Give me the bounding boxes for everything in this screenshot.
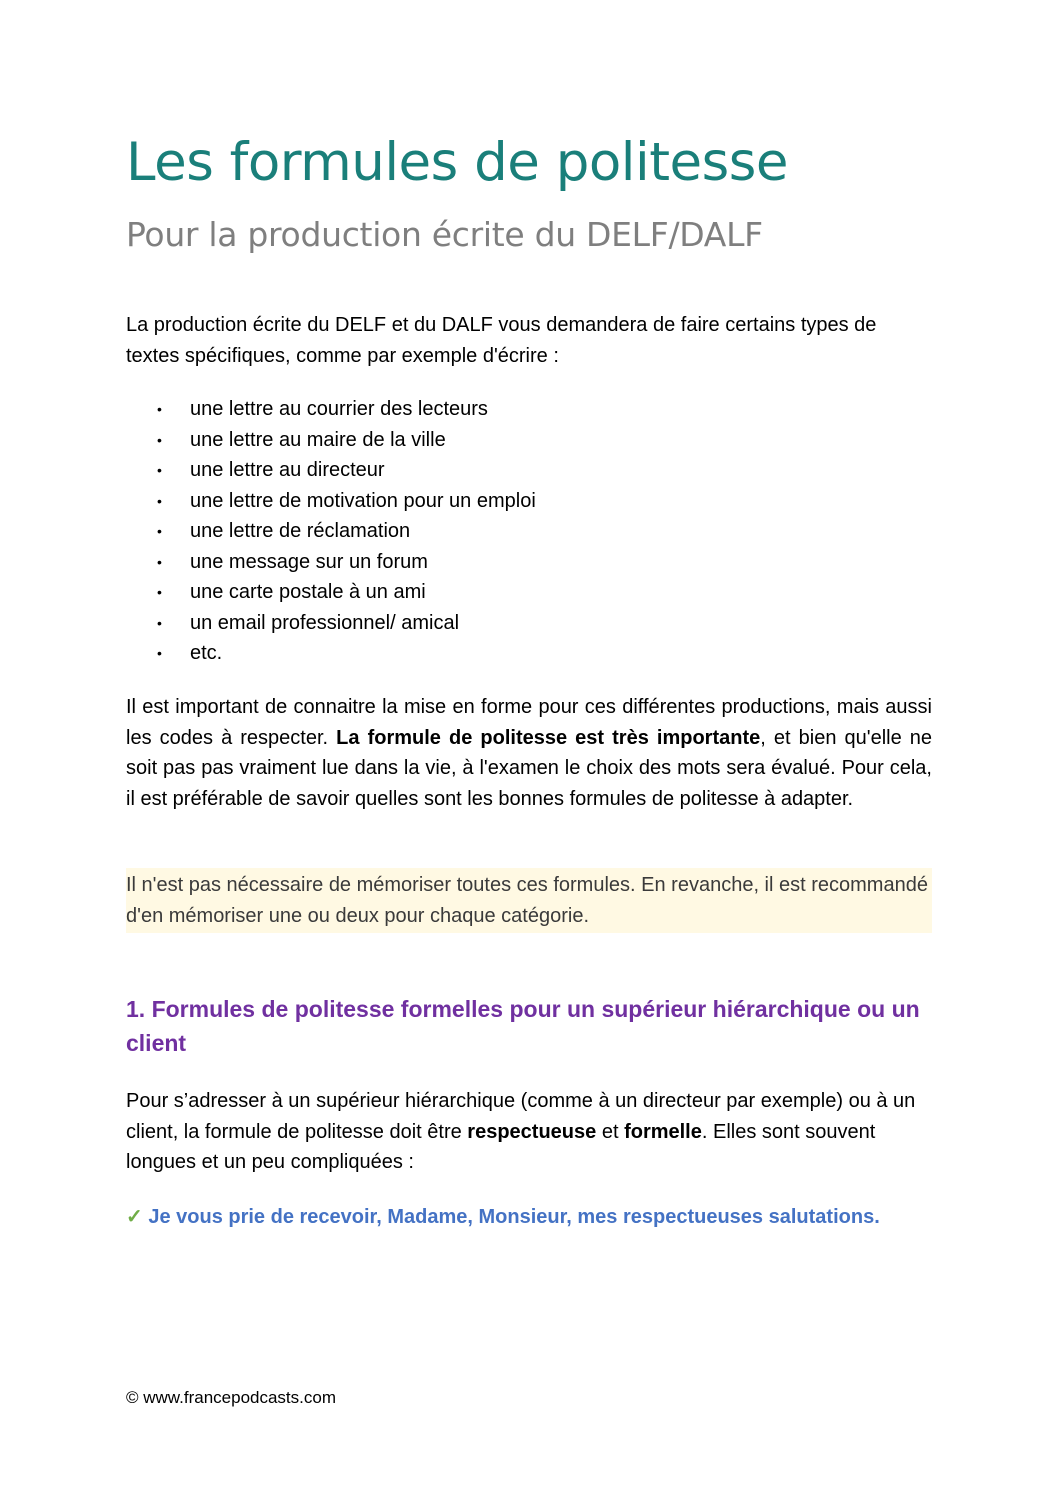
text-types-list (126, 394, 932, 669)
bullet-icon: • (157, 492, 162, 509)
bullet-icon: • (157, 645, 162, 661)
bullet-icon: • (157, 401, 162, 417)
list-item: • une lettre au directeur (126, 455, 932, 486)
bullet-icon: • (157, 584, 162, 600)
list-item: • une lettre au maire de la ville (126, 425, 932, 456)
intro-paragraph: La production écrite du DELF et du DALF vous demandera de faire certains types de textes spécifiques, comme par exemple d'écrire : (126, 314, 877, 367)
list-item: • une lettre de motivation pour un emploi (126, 486, 932, 517)
list-item: • un email professionnel/ amical (126, 608, 932, 639)
footer-copyright: © www.francepodcasts.com (126, 1388, 336, 1407)
bullet-icon: • (157, 614, 162, 631)
bullet-icon: • (157, 553, 162, 570)
example-formula: ✓ Je vous prie de recevoir, Madame, Monsieur, mes respectueuses salutations. (126, 1206, 880, 1228)
importance-paragraph: Il est important de connaitre la mise en forme pour ces différentes productions, mais aussi les codes à respecter. La formule de politesse est très importante, et bien qu'elle ne soit pas pas vraiment lue dans la vie, à l'examen le choix des mots sera évalué. Pour cela, il est préférable de savoir quelles sont les bonnes formules de politesse à adapter. (126, 696, 933, 810)
list-item: • une lettre de réclamation (126, 516, 932, 547)
list-item: • une message sur un forum (126, 547, 932, 578)
page-title: Les formules de politesse (126, 132, 788, 193)
section-paragraph: Pour s’adresser à un supérieur hiérarchique (comme à un directeur par exemple) ou à un client, la formule de politesse doit être respectueuse et formelle. Elles sont souvent longues et un peu compliquées : (126, 1090, 916, 1173)
bullet-icon: • (157, 523, 162, 539)
list-item: • etc. (126, 638, 932, 669)
check-icon: ✓ (126, 1206, 143, 1228)
list-item: • une carte postale à un ami (126, 577, 932, 608)
bullet-icon: • (157, 462, 162, 478)
highlight-note: Il n'est pas nécessaire de mémoriser toutes ces formules. En revanche, il est recommandé d'en mémoriser une ou deux pour chaque catégorie. (126, 868, 932, 933)
emphasis-text: La formule de politesse est très importante (336, 726, 761, 749)
section-heading: 1. Formules de politesse formelles pour un supérieur hiérarchique ou un client (126, 996, 920, 1056)
page-subtitle: Pour la production écrite du DELF/DALF (126, 215, 763, 254)
list-item: • une lettre au courrier des lecteurs (126, 394, 932, 425)
bullet-icon: • (157, 431, 162, 448)
